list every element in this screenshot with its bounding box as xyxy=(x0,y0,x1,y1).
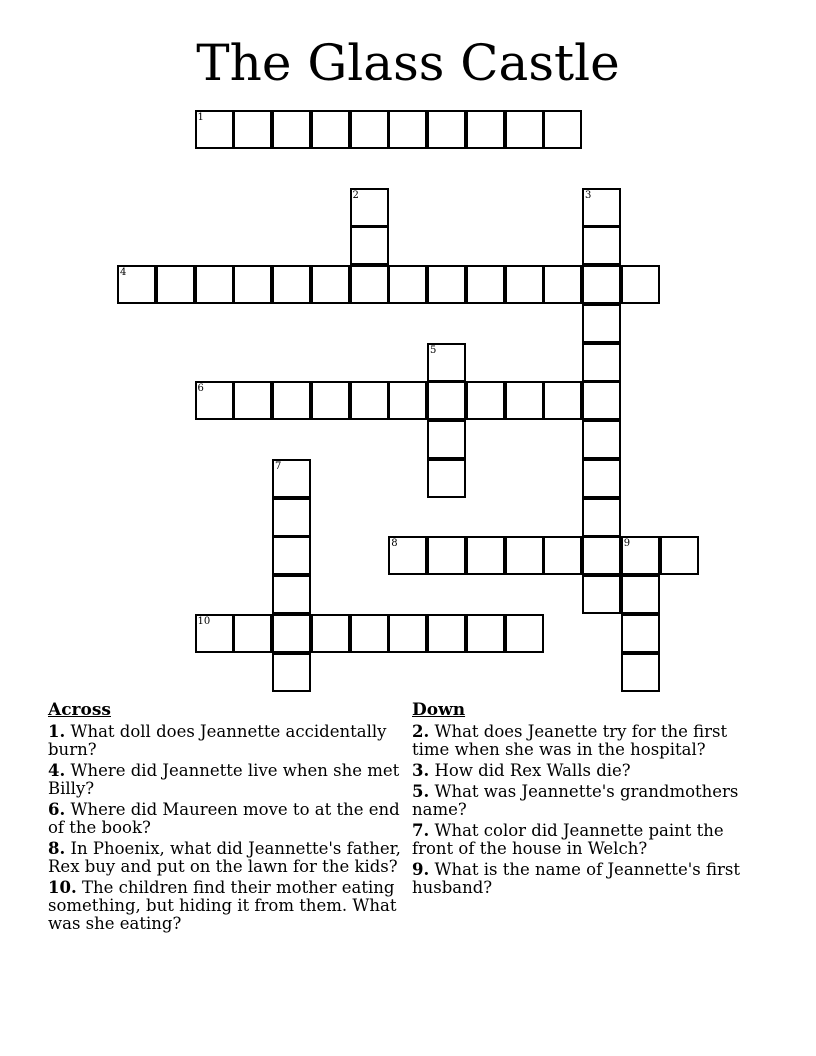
grid-cell[interactable] xyxy=(505,614,544,653)
grid-cell[interactable] xyxy=(311,265,350,304)
grid-cell[interactable] xyxy=(582,498,621,537)
grid-cell[interactable] xyxy=(543,381,582,420)
clue-across-10: 10. The children find their mother eating something, but hiding it from them. What was she eating? xyxy=(48,878,397,933)
grid-cell[interactable] xyxy=(660,536,699,575)
grid-cell[interactable] xyxy=(233,110,272,149)
grid-cell[interactable] xyxy=(350,614,389,653)
clue-across-6: 6. Where did Maureen move to at the end of the book? xyxy=(48,800,400,837)
grid-cell[interactable] xyxy=(388,381,427,420)
grid-cell[interactable] xyxy=(388,536,427,575)
grid-cell[interactable] xyxy=(388,265,427,304)
grid-cell[interactable] xyxy=(272,536,311,575)
clue-down-7: 7. What color did Jeannette paint the front of the house in Welch? xyxy=(412,821,724,858)
grid-cell[interactable] xyxy=(156,265,195,304)
cell-number: 4 xyxy=(120,267,127,278)
grid-cell[interactable] xyxy=(350,110,389,149)
grid-cell[interactable] xyxy=(350,265,389,304)
grid-cell[interactable] xyxy=(621,265,660,304)
grid-cell[interactable] xyxy=(427,110,466,149)
clue-across-8: 8. In Phoenix, what did Jeannette's father, Rex buy and put on the lawn for the kids? xyxy=(48,839,401,876)
grid-cell[interactable] xyxy=(272,498,311,537)
grid-cell[interactable] xyxy=(350,226,389,265)
grid-cell[interactable] xyxy=(582,420,621,459)
grid-cell[interactable] xyxy=(117,265,156,304)
clue-down-2: 2. What does Jeanette try for the first time when she was in the hospital? xyxy=(412,722,728,759)
grid-cell[interactable] xyxy=(272,381,311,420)
across-clues xyxy=(48,700,408,936)
clue-across-4: 4. Where did Jeannette live when she met Billy? xyxy=(48,761,400,798)
cell-number: 9 xyxy=(623,538,631,550)
grid-cell[interactable] xyxy=(311,110,350,149)
cell-number: 8 xyxy=(391,538,398,550)
grid-cell[interactable] xyxy=(582,343,621,382)
grid-cell[interactable] xyxy=(195,614,234,653)
grid-cell[interactable] xyxy=(543,265,582,304)
grid-cell[interactable] xyxy=(427,459,466,498)
grid-cell[interactable] xyxy=(233,381,272,420)
grid-cell[interactable] xyxy=(388,110,427,149)
grid-cell[interactable] xyxy=(427,536,466,575)
grid-cell[interactable] xyxy=(195,110,234,149)
grid-cell[interactable] xyxy=(427,265,466,304)
grid-cell[interactable] xyxy=(350,381,389,420)
grid-cell[interactable] xyxy=(466,110,505,149)
grid-cell[interactable] xyxy=(272,614,311,653)
grid-cell[interactable] xyxy=(272,653,311,692)
grid-cell[interactable] xyxy=(582,188,621,227)
grid-cell[interactable] xyxy=(466,265,505,304)
grid-cell[interactable] xyxy=(582,536,621,575)
grid-cell[interactable] xyxy=(427,420,466,459)
grid-cell[interactable] xyxy=(466,381,505,420)
cell-number: 10 xyxy=(197,615,211,627)
grid-cell[interactable] xyxy=(582,381,621,420)
clue-down-9: 9. What is the name of Jeannette's first husband? xyxy=(412,860,740,897)
grid-cell[interactable] xyxy=(272,265,311,304)
grid-cell[interactable] xyxy=(233,614,272,653)
grid-cell[interactable] xyxy=(621,614,660,653)
down-heading: Down xyxy=(412,700,466,720)
grid-cell[interactable] xyxy=(621,653,660,692)
grid-cell[interactable] xyxy=(350,188,389,227)
grid-cell[interactable] xyxy=(233,265,272,304)
cell-number: 1 xyxy=(197,112,204,123)
cell-number: 6 xyxy=(197,383,204,395)
grid-cell[interactable] xyxy=(427,614,466,653)
grid-cell[interactable] xyxy=(466,536,505,575)
down-clues xyxy=(412,700,762,900)
grid-cell[interactable] xyxy=(621,536,660,575)
grid-cell[interactable] xyxy=(582,226,621,265)
grid-cell[interactable] xyxy=(505,265,544,304)
grid-cell[interactable] xyxy=(582,575,621,614)
clue-down-3: 3. How did Rex Walls die? xyxy=(412,761,631,780)
grid-cell[interactable] xyxy=(311,381,350,420)
grid-cell[interactable] xyxy=(582,265,621,304)
grid-cell[interactable] xyxy=(582,304,621,343)
grid-cell[interactable] xyxy=(272,459,311,498)
clue-down-5: 5. What was Jeannette's grandmothers name? xyxy=(412,782,739,819)
grid-cell[interactable] xyxy=(195,381,234,420)
grid-cell[interactable] xyxy=(621,575,660,614)
grid-cell[interactable] xyxy=(505,381,544,420)
cell-number: 5 xyxy=(430,344,437,356)
grid-cell[interactable] xyxy=(311,614,350,653)
grid-cell[interactable] xyxy=(543,536,582,575)
grid-cell[interactable] xyxy=(505,536,544,575)
grid-cell[interactable] xyxy=(427,343,466,382)
grid-cell[interactable] xyxy=(505,110,544,149)
grid-cell[interactable] xyxy=(388,614,427,653)
grid-cell[interactable] xyxy=(466,614,505,653)
cell-number: 3 xyxy=(585,189,592,201)
grid-cell[interactable] xyxy=(195,265,234,304)
grid-cell[interactable] xyxy=(427,381,466,420)
cell-number: 2 xyxy=(352,189,359,201)
cell-number: 7 xyxy=(275,460,282,472)
grid-cell[interactable] xyxy=(582,459,621,498)
grid-cell[interactable] xyxy=(272,575,311,614)
grid-cell[interactable] xyxy=(543,110,582,149)
page-title: The Glass Castle xyxy=(196,34,620,92)
clue-across-1: 1. What doll does Jeannette accidentally burn? xyxy=(48,722,387,759)
across-heading: Across xyxy=(48,700,111,720)
grid-cell[interactable] xyxy=(272,110,311,149)
